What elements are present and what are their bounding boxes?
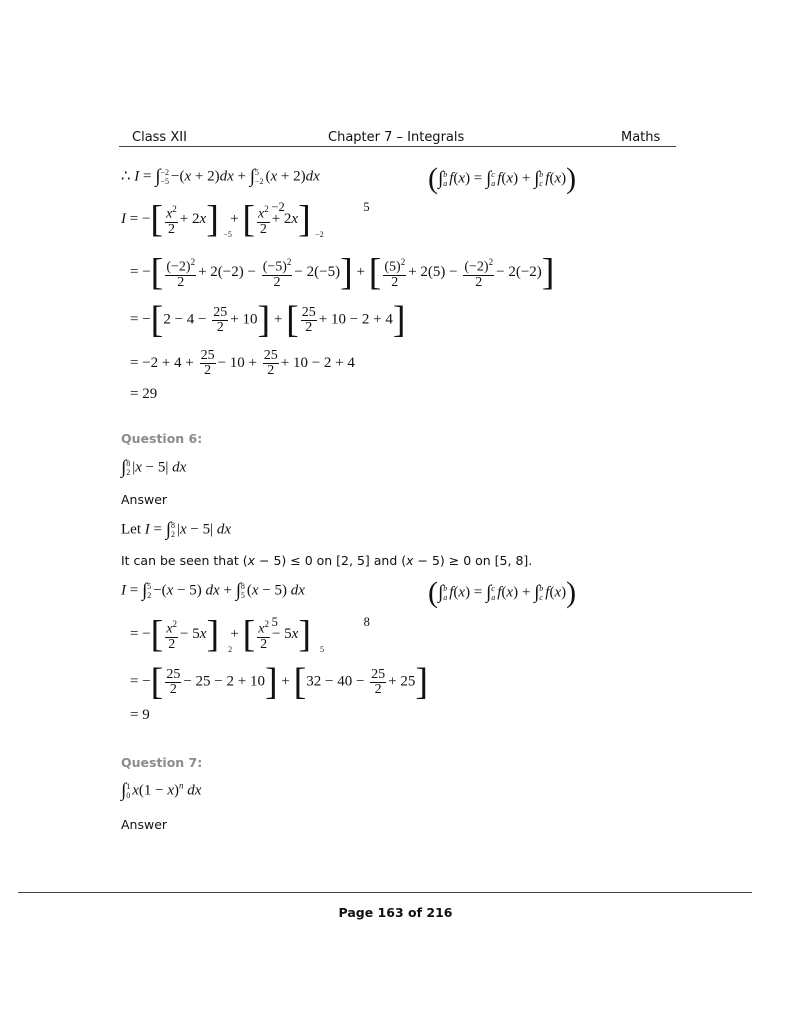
question6-line3: = −[ $\frac{25}{2}$ − 25 − 2 + 10] + [32 − 40 − $\frac{25}{2}$ + 25]	[130, 661, 429, 703]
header-divider	[119, 146, 676, 147]
question7-label: Question 7:	[121, 755, 203, 770]
footer-divider	[18, 892, 752, 893]
page-number: Page 163 of 216	[338, 905, 453, 920]
header-chapter: Chapter 7 – Integrals	[328, 130, 465, 145]
solution5-line1: ∴ I = ∫ −2 −5 −(x + 2)dx + ∫ 5 −2 (x + 2)dx	[121, 166, 320, 187]
question6-observation: It can be seen that (x − 5) ≤ 0 on [2, 5] and (x − 5) ≥ 0 on [5, 8].	[121, 553, 533, 568]
question7-answer-label: Answer	[121, 817, 168, 832]
question6-line2: = −[ $\frac{x^2}{2}$ − 5x] 5 2 + [ $\frac{x^2}{2}$ − 5x] 8 5	[130, 613, 370, 656]
question6-line1: I = ∫ 5 2 −(x − 5) dx + ∫ 8 5 (x − 5) dx	[121, 580, 305, 601]
integral-property-rule: (∫ b a f(x) = ∫ c a f(x) + ∫ b c f(x))	[428, 162, 577, 195]
question6-integral: ∫ 8 2 |x − 5| dx	[121, 457, 187, 478]
solution5-line4: = −[2 − 4 − $\frac{25}{2}$ + 10] + [ $\frac{25}{2}$ + 10 − 2 + 4]	[130, 299, 406, 341]
question6-result: = 9	[130, 707, 150, 723]
solution5-line2: I = −[ $\frac{x^2}{2}$ + 2x] −2 −5 + [ $\frac{x^2}{2}$ + 2x] 5 −2	[121, 198, 370, 241]
question6-let: Let I = ∫ 8 2 |x − 5| dx	[121, 519, 232, 540]
solution5-line5: = −2 + 4 + $\frac{25}{2}$ − 10 + $\frac{25}{2}$ + 10 − 2 + 4	[130, 348, 355, 378]
header-subject: Maths	[621, 130, 661, 145]
solution5-line3: = −[ $\frac{(-2)^2}{2}$ + 2(−2) − $\frac{(-5)^2}{2}$ − 2(−5)] + [ $\frac{(5)^2}{2}$ + 2(5) − $\frac{(-2)^2}{2}$ − 2(−2)]	[130, 251, 555, 294]
question7-integral: ∫ 1 0 $x(1 - x)^n$ dx	[121, 780, 202, 801]
question6-label: Question 6:	[121, 431, 203, 446]
solution5-result: = 29	[130, 386, 158, 402]
question6-answer-label: Answer	[121, 492, 168, 507]
header-class: Class XII	[132, 130, 187, 145]
integral-property-rule-2: (∫ b a f(x) = ∫ c a f(x) + ∫ b c f(x))	[428, 576, 577, 609]
